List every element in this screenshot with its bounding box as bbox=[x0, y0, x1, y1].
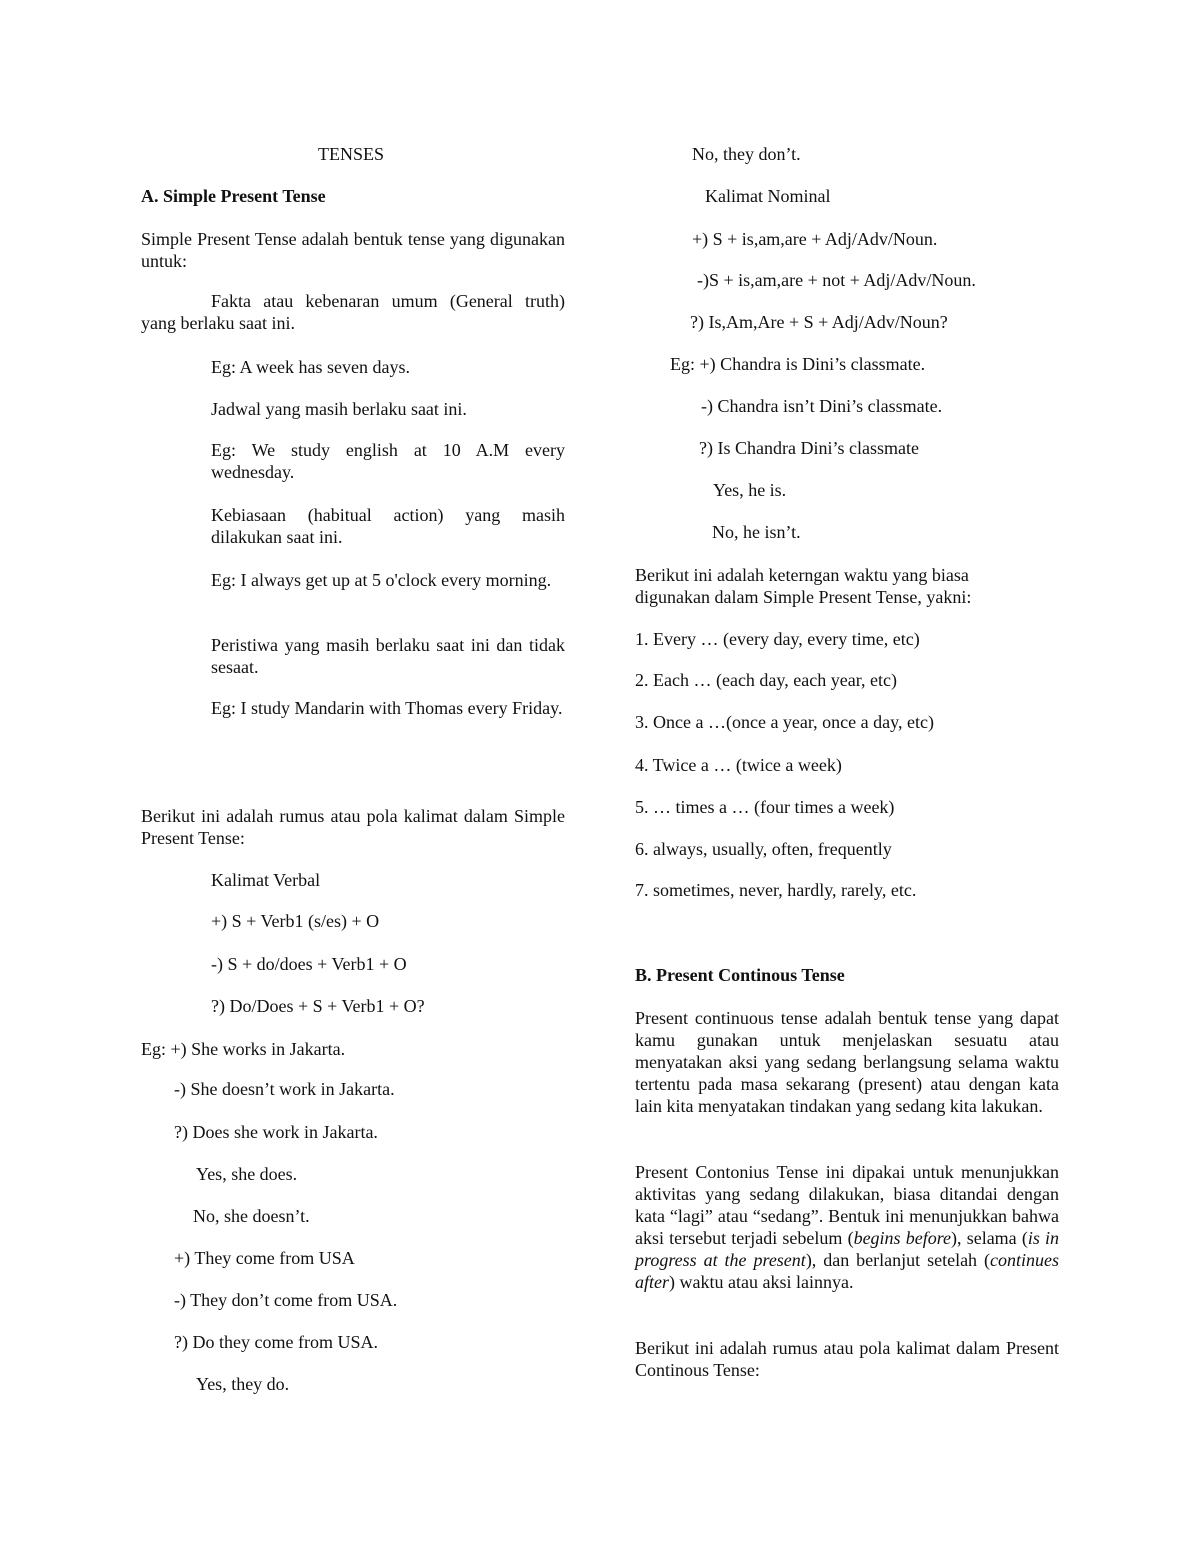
time-adverb-item: 7. sometimes, never, hardly, rarely, etc. bbox=[635, 880, 917, 900]
example-3-yes-answer: Yes, he is. bbox=[713, 480, 787, 500]
page-title: TENSES bbox=[317, 144, 384, 164]
section-a-heading: A. Simple Present Tense bbox=[141, 186, 326, 206]
example-3-negative: -) Chandra isn’t Dini’s classmate. bbox=[701, 396, 943, 416]
example-2-yes-answer: Yes, they do. bbox=[196, 1374, 290, 1394]
intro-paragraph: Simple Present Tense adalah bentuk tense yang digunakan untuk: bbox=[141, 229, 565, 271]
time-adverb-intro: Berikut ini adalah keterngan waktu yang biasa digunakan dalam Simple Present Tense, yakni: bbox=[635, 565, 972, 607]
nominal-positive-formula: +) S + is,am,are + Adj/Adv/Noun. bbox=[692, 229, 938, 249]
example-2-question: ?) Do they come from USA. bbox=[174, 1332, 378, 1352]
verbal-heading: Kalimat Verbal bbox=[211, 870, 321, 890]
time-adverb-item: 1. Every … (every day, every time, etc) bbox=[635, 629, 920, 649]
example-2-positive: +) They come from USA bbox=[174, 1248, 355, 1268]
nominal-heading: Kalimat Nominal bbox=[705, 186, 831, 206]
example-3-question: ?) Is Chandra Dini’s classmate bbox=[699, 438, 919, 458]
nominal-question-formula: ?) Is,Am,Are + S + Adj/Adv/Noun? bbox=[690, 312, 948, 332]
event-paragraph: Peristiwa yang masih berlaku saat ini dan tidak sesaat. bbox=[211, 635, 565, 677]
example-3-positive: Eg: +) Chandra is Dini’s classmate. bbox=[670, 354, 926, 374]
verbal-negative-formula: -) S + do/does + Verb1 + O bbox=[211, 954, 407, 974]
section-b-pattern-intro: Berikut ini adalah rumus atau pola kalimat dalam Present Continous Tense: bbox=[635, 1338, 1059, 1380]
fact-paragraph: Fakta atau kebenaran umum (General truth) yang berlaku saat ini. bbox=[141, 291, 565, 333]
schedule-paragraph: Jadwal yang masih berlaku saat ini. bbox=[211, 399, 467, 419]
verbal-positive-formula: +) S + Verb1 (s/es) + O bbox=[211, 911, 380, 931]
example-3-no-answer: No, he isn’t. bbox=[712, 522, 801, 542]
example-habit: Eg: I always get up at 5 o'clock every morning. bbox=[211, 570, 552, 590]
example-1-question: ?) Does she work in Jakarta. bbox=[174, 1122, 378, 1142]
time-adverb-item: 5. … times a … (four times a week) bbox=[635, 797, 895, 817]
section-b-paragraph-1: Present continuous tense adalah bentuk tense yang dapat kamu gunakan untuk menjelaskan sesuatu atau menyatakan aksi yang sedang berlangsung selama waktu tertentu pada masa sekarang (present) atau dengan kata lain kita menyatakan tindakan yang sedang kita lakukan. bbox=[635, 1008, 1059, 1116]
example-2-no-answer: No, they don’t. bbox=[692, 144, 801, 164]
example-2-negative: -) They don’t come from USA. bbox=[174, 1290, 398, 1310]
example-fact: Eg: A week has seven days. bbox=[211, 357, 410, 377]
example-event: Eg: I study Mandarin with Thomas every Friday. bbox=[211, 698, 563, 718]
nominal-negative-formula: -)S + is,am,are + not + Adj/Adv/Noun. bbox=[697, 270, 976, 290]
section-b-heading: B. Present Continous Tense bbox=[635, 965, 845, 985]
time-adverb-item: 2. Each … (each day, each year, etc) bbox=[635, 670, 897, 690]
example-1-negative: -) She doesn’t work in Jakarta. bbox=[174, 1079, 395, 1099]
example-1-positive: Eg: +) She works in Jakarta. bbox=[141, 1039, 346, 1059]
example-1-yes-answer: Yes, she does. bbox=[196, 1164, 298, 1184]
example-1-no-answer: No, she doesn’t. bbox=[193, 1206, 310, 1226]
section-b-paragraph-2: Present Contonius Tense ini dipakai untuk menunjukkan aktivitas yang sedang dilakukan, biasa ditandai dengan kata “lagi” atau “sedang”. Bentuk ini menunjukkan bahwa aksi tersebut terjadi sebelum (begins before), selama (is in progress at the present), dan berlanjut setelah (continues after) waktu atau aksi lainnya. bbox=[635, 1162, 1059, 1292]
habit-paragraph: Kebiasaan (habitual action) yang masih dilakukan saat ini. bbox=[211, 505, 565, 547]
pattern-intro: Berikut ini adalah rumus atau pola kalimat dalam Simple Present Tense: bbox=[141, 806, 565, 848]
time-adverb-item: 6. always, usually, often, frequently bbox=[635, 839, 892, 859]
time-adverb-item: 3. Once a …(once a year, once a day, etc) bbox=[635, 712, 934, 732]
example-schedule: Eg: We study english at 10 A.M every wednesday. bbox=[211, 440, 565, 482]
verbal-question-formula: ?) Do/Does + S + Verb1 + O? bbox=[211, 996, 425, 1016]
time-adverb-item: 4. Twice a … (twice a week) bbox=[635, 755, 842, 775]
